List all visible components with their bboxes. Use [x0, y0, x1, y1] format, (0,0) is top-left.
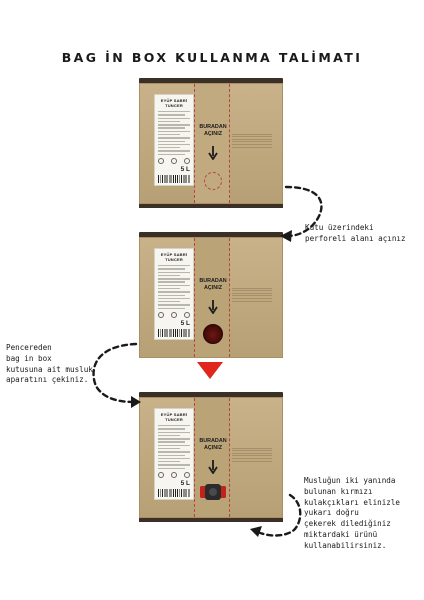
panel-text: BURADAN AÇINIZ: [199, 438, 227, 451]
caption-step-2: Pencereden bag in box kutusuna ait musluk aparatını çekiniz.: [6, 343, 93, 385]
label-volume: 5 L: [180, 480, 190, 488]
curve-arrow-step-3: [258, 495, 300, 536]
panel-text: BURADAN AÇINIZ: [199, 124, 227, 137]
arrowhead-icon: [280, 230, 292, 242]
page-title: BAG İN BOX KULLANMA TALİMATI: [61, 50, 363, 65]
label-brand: EYÜP SABRİ TUNCER: [160, 252, 188, 262]
label-brand: EYÜP SABRİ TUNCER: [160, 412, 188, 422]
caption-step-1: Kutu üzerindeki perforeli alanı açınız: [305, 223, 406, 243]
arrowhead-icon: [250, 526, 262, 537]
label-volume: 5 L: [180, 166, 190, 174]
label-volume: 5 L: [180, 320, 190, 328]
panel-text: BURADAN AÇINIZ: [199, 278, 227, 291]
arrowhead-icon: [131, 396, 141, 408]
label-brand: EYÜP SABRİ TUNCER: [160, 98, 188, 108]
caption-step-3: Musluğun iki yanında bulunan kırmızı kulakçıkları elinizle yukarı doğru çekerek dilediğiniz miktardaki ürünü kullanabilirsiniz.: [304, 476, 401, 550]
